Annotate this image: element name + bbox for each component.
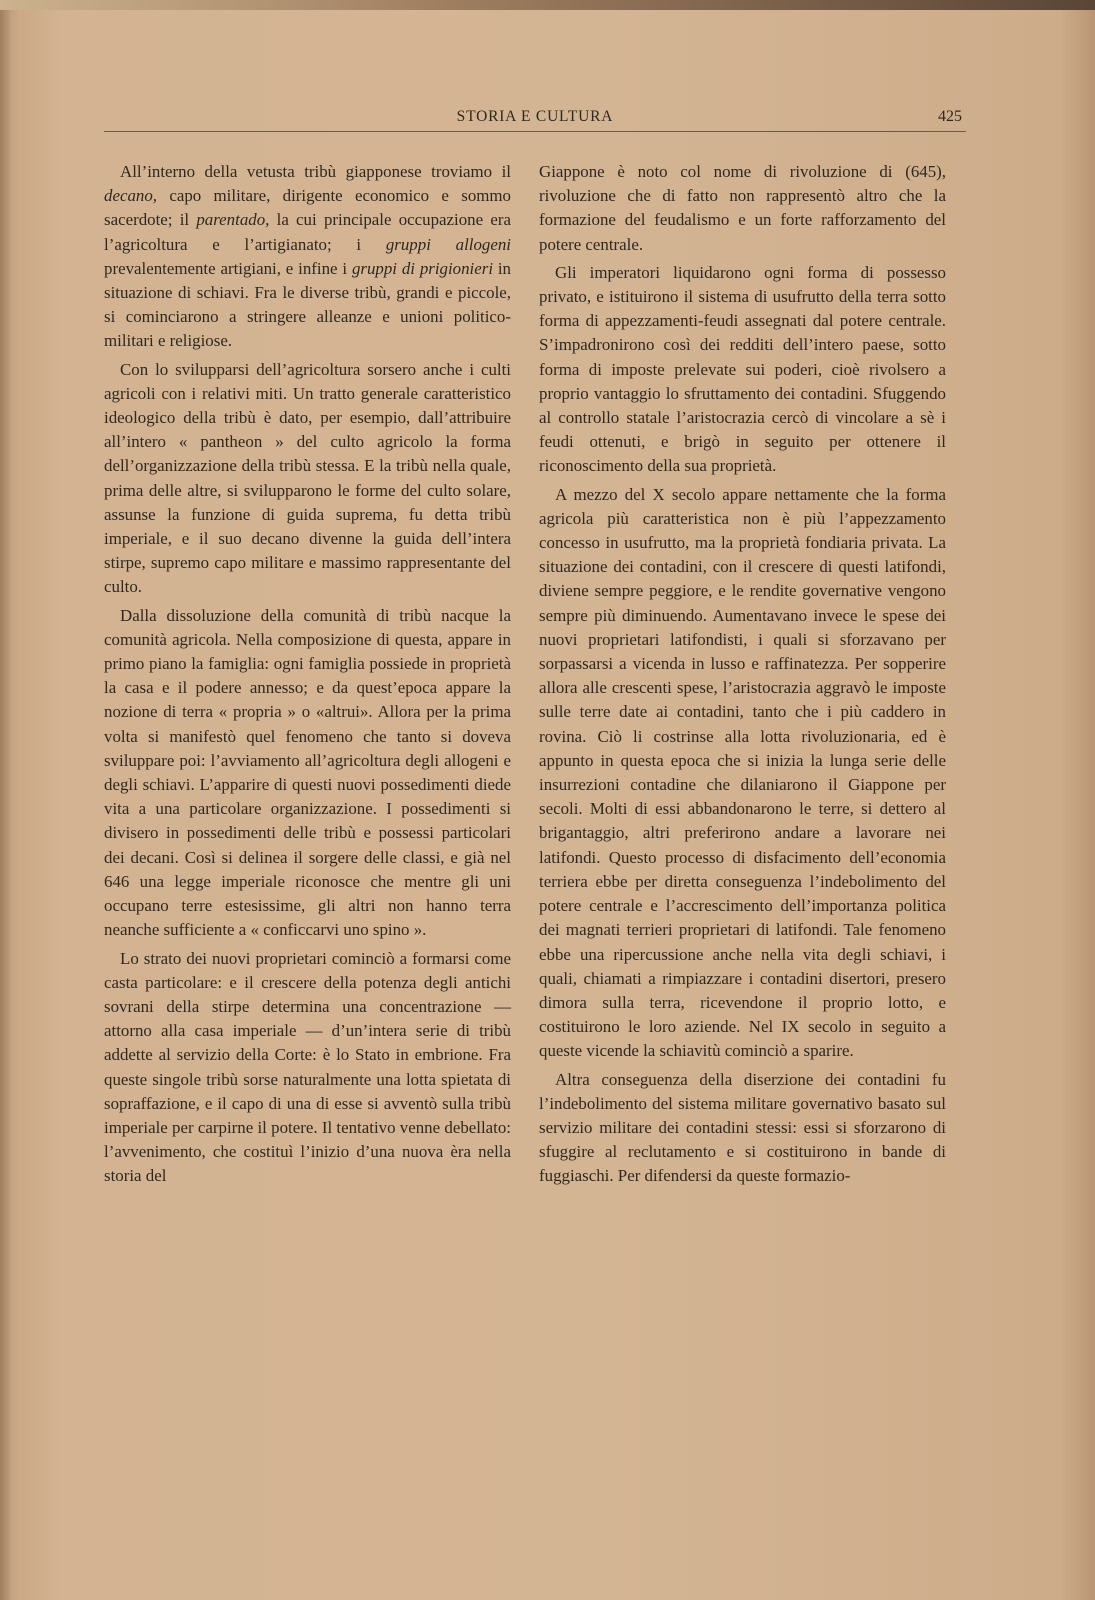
italic-term: decano, (104, 186, 157, 206)
paragraph: Altra conseguenza della diserzione dei contadini fu l’indebolimento del sistema militare governativo basato sul servizio militare dei contadini stessi: essi si sforzarono di sfuggire al reclutamento e si costituirono in bande di fuggiaschi. Per difendersi da queste formazio- (539, 1069, 946, 1186)
header-rule (104, 131, 966, 132)
italic-term: gruppi allogeni (385, 234, 511, 254)
italic-term: gruppi di prigionieri (351, 258, 494, 278)
paragraph: Con lo svilupparsi dell’agricoltura sorsero anche i culti agricoli con i relativi miti. Un tratto generale caratteristico ideologico della tribù è dato, per esempio, dall’attribuire all’intero « pantheon » del culto agricolo la forma dell’organizzazione della tribù stessa. E la tribù nella quale, prima delle altre, si svilupparono le forme del culto solare, assunse la funzione di guida suprema, fu detta tribù imperiale, e il suo decano divenne la guida dell’intera stirpe, supremo capo militare e massimo rappresentante del culto. (104, 359, 511, 597)
left-column (104, 160, 511, 1193)
text-run: prevalentemente artigiani, e infine i (104, 258, 352, 278)
paragraph: Gli imperatori liquidarono ogni forma di possesso privato, e istituirono il sistema di usufrutto della terra sotto forma di appezzamenti-feudi assegnati dal potere centrale. S’impadronirono così dei redditi dell’intero paese, sotto forma di imposte prelevate sui poderi, cioè rivolsero a proprio vantaggio lo sfruttamento dei contadini. Sfuggendo al controllo statale l’aristocrazia cercò di vincolare a sè i feudi ottenuti, e brigò in seguito per ottenere il riconoscimento della sua proprietà. (539, 262, 946, 476)
italic-term: parentado, (196, 210, 270, 230)
paragraph: Lo strato dei nuovi proprietari cominciò a formarsi come casta particolare: e il crescere della potenza degli antichi sovrani della stirpe determina una concentrazione — attorno alla casa imperiale — d’un’intera serie di tribù addette al servizio della Corte: è lo Stato in embrione. Fra queste singole tribù sorse naturalmente una lotta spietata di sopraffazione, e il capo di una di esse si avventò sulla tribù imperiale per carpirne il potere. Il tentativo venne debellato: l’avvenimento, che costituì l’inizio d’una nuova èra nella storia del (104, 948, 511, 1186)
page-number: 425 (938, 108, 962, 125)
page-header (104, 108, 966, 132)
text-run: capo militare, dirigente economico e sommo sacerdote; il (104, 186, 511, 230)
text-run: All’interno della vetusta tribù giapponese troviamo il (120, 162, 511, 181)
right-column (539, 160, 946, 1193)
text-run: in situazione di schiavi. Fra le diverse tribù, grandi e piccole, si cominciarono a stringere alleanze e unioni politico-militari e religiose. (104, 258, 511, 351)
paragraph (104, 160, 511, 354)
paragraph: Giappone è noto col nome di rivoluzione di (645), rivoluzione che di fatto non rappresentò altro che la formazione del feudalismo e un forte rafforzamento del potere centrale. (539, 162, 946, 254)
paragraph: Dalla dissoluzione della comunità di tribù nacque la comunità agricola. Nella composizione di questa, appare in primo piano la famiglia: ogni famiglia possiede in proprietà la casa e il podere annesso; e da quest’epoca appare la nozione di terra « propria » o «altrui». Allora per la prima volta si manifestò quel fenomeno che tanto si doveva sviluppare poi: l’avviamento all’agricoltura degli allogeni e degli schiavi. L’apparire di questi nuovi possedimenti diede vita a una particolare organizzazione. I possedimenti si divisero in possedimenti delle tribù e possessi particolari dei decani. Così si delinea il sorgere delle classi, e già nel 646 una legge imperiale riconosce che mentre gli uni occupano terre estesissime, gli altri non hanno terra neanche sufficiente a « conficcarvi uno spino ». (104, 605, 511, 940)
paragraph: A mezzo del X secolo appare nettamente che la forma agricola più caratteristica non è più l’appezzamento concesso in usufrutto, ma la proprietà fondiaria privata. La situazione dei contadini, con il crescere di questi latifondi, diviene sempre peggiore, e le rendite governative vengono sempre più diminuendo. Aumentavano invece le spese dei nuovi proprietari latifondisti, i quali si sforzavano per sorpassarsi a vicenda in lusso e raffinatezza. Per sopperire allora alle crescenti spese, l’aristocrazia aggravò le imposte sulle terre date ai contadini, tanto che i più caddero in rovina. Ciò li costrinse alla lotta rivoluzionaria, ed è appunto in questa epoca che si inizia la lunga serie delle insurrezioni contadine che dilaniarono il Giappone per secoli. Molti di essi abbandonarono le terre, si dettero al brigantaggio, altri preferirono andare a lavorare nei latifondi. Questo processo di disfacimento dell’economia terriera ebbe per diretta conseguenza l’indebolimento del potere centrale e l’accrescimento dell’importanza politica dei magnati terrieri proprietari di latifondi. Tale fenomeno ebbe una ripercussione anche nella vita degli schiavi, i quali, chiamati a rimpiazzare i contadini disertori, presero dimora sulla terra, ricevendone il proprio lotto, e costituirono le loro aziende. Nel IX secolo in seguito a queste vicende la schiavitù cominciò a sparire. (539, 484, 946, 1061)
book-spine-shadow (0, 0, 10, 1600)
text-run: la cui principale occupazione era l’agricoltura e l’artigianato; i (104, 210, 511, 254)
top-edge-band (0, 0, 1095, 10)
running-title: STORIA E CULTURA (456, 108, 614, 125)
